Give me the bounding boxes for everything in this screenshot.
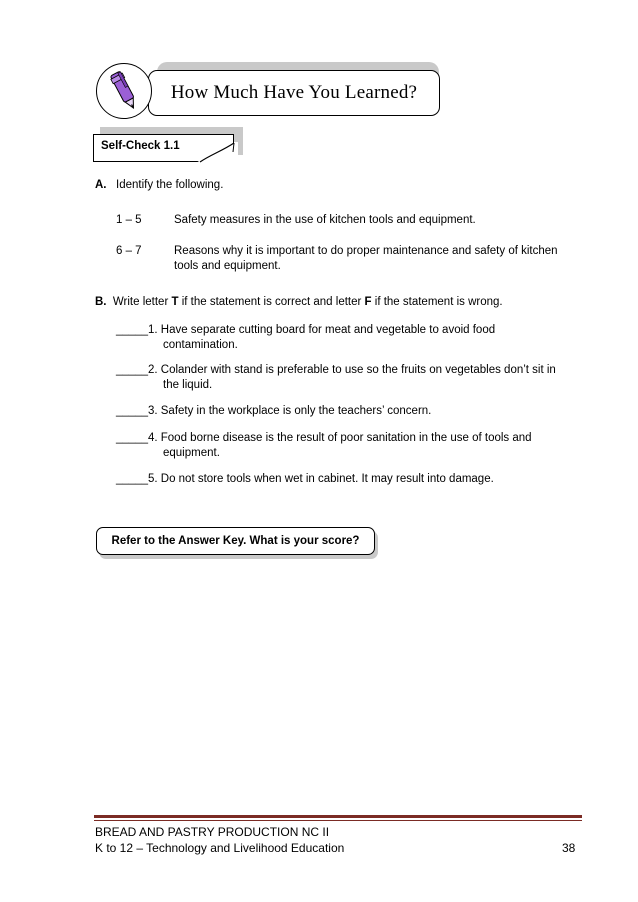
footer-rule-thin: [94, 820, 582, 821]
section-a-item-text: Safety measures in the use of kitchen tools and equipment.: [174, 214, 476, 226]
statement-item: _____3. Safety in the workplace is only the teachers’ concern.: [116, 405, 432, 417]
answer-key-text: Refer to the Answer Key. What is your score?: [111, 535, 360, 547]
statement-item-cont: contamination.: [163, 339, 238, 351]
false-letter: F: [364, 296, 372, 308]
footer-subtitle: K to 12 – Technology and Livelihood Education: [95, 841, 345, 855]
section-b-instruction: [95, 295, 503, 310]
statement-item: _____5. Do not store tools when wet in cabinet. It may result into damage.: [116, 473, 494, 485]
section-a-letter: A.: [95, 179, 107, 191]
statement-item-cont: the liquid.: [163, 379, 213, 391]
section-a-item-range: 6 – 7: [116, 245, 142, 257]
statement-item: _____4. Food borne disease is the result of poor sanitation in the use of tools and: [116, 432, 532, 444]
page-title: How Much Have You Learned?: [170, 82, 418, 103]
instruction-text: if the statement is correct and letter: [181, 296, 362, 308]
instruction-text: Write letter: [112, 296, 169, 308]
instruction-text: if the statement is wrong.: [374, 296, 503, 308]
self-check-label: Self-Check 1.1: [101, 140, 180, 152]
section-b-letter: B.: [95, 296, 107, 308]
section-a-item-text-cont: tools and equipment.: [174, 260, 281, 272]
footer-rule: [94, 815, 582, 818]
statement-item-cont: equipment.: [163, 447, 220, 459]
statement-item: _____1. Have separate cutting board for meat and vegetable to avoid food: [116, 324, 496, 336]
section-a-item-range: 1 – 5: [116, 214, 142, 226]
section-a-item-text: Reasons why it is important to do proper maintenance and safety of kitchen: [174, 245, 558, 257]
page-number: 38: [562, 841, 576, 855]
statement-item: _____2. Colander with stand is preferable to use so the fruits on vegetables don’t sit in: [116, 364, 556, 376]
footer-title: BREAD AND PASTRY PRODUCTION NC II: [95, 825, 330, 839]
section-a-instruction: Identify the following.: [116, 179, 224, 191]
true-letter: T: [171, 296, 179, 308]
page-curl-icon: [196, 142, 238, 166]
pen-icon: [100, 66, 150, 116]
